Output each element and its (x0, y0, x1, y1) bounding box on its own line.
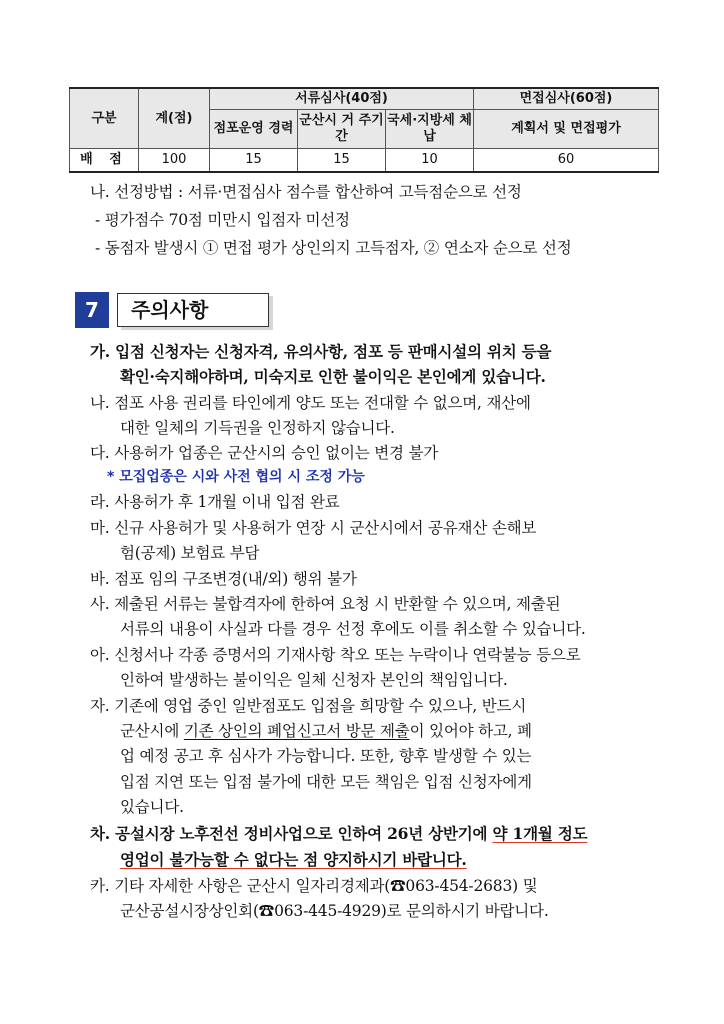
item-ma-line-1: 마. 신규 사용허가 및 사용허가 연장 시 군산시에서 공유재산 손해보 (90, 519, 537, 537)
item-ga-line-2: 확인·숙지해야하며, 미숙지로 인한 불이익은 본인에게 있습니다. (120, 367, 546, 386)
col-total: 계(점) (139, 88, 210, 149)
col-category: 구분 (70, 88, 139, 149)
item-sa-line-2: 서류의 내용이 사실과 다를 경우 선정 후에도 이를 취소할 수 있습니다. (120, 620, 586, 638)
item-ka-line-1: 카. 기타 자세한 사항은 군산시 일자리경제과(☎063-454-2683) 및 (90, 877, 538, 895)
item-cha-line-1a: 차. 공설시장 노후전선 정비사업으로 인하여 26년 상반기에 (90, 824, 493, 843)
item-ra-line-1: 라. 사용허가 후 1개월 이내 입점 완료 (90, 493, 340, 511)
row-total: 100 (139, 149, 210, 173)
section-title: 주의사항 (131, 298, 209, 322)
sub-tax-arrears: 국세·지방세 체납 (386, 110, 474, 149)
item-cha-underlined: 약 1개월 정도 (492, 824, 588, 843)
item-ja-line-4: 입점 지연 또는 입점 불가에 대한 모든 책임은 입점 신청자에게 (120, 773, 532, 791)
item-ja-underlined: 기존 상인의 폐업신고서 방문 제출 (183, 722, 410, 740)
row-tax: 10 (386, 149, 474, 173)
item-cha-line-2: 영업이 불가능할 수 없다는 점 양지하시기 바랍니다. (120, 850, 467, 869)
item-ja-line-5: 있습니다. (120, 798, 184, 816)
item-ma-line-2: 험(공제) 보험료 부담 (120, 544, 260, 562)
item-ja-line-2a: 군산시에 (120, 722, 184, 740)
item-ka-line-2: 군산공설시장상인회(☎063-445-4929)로 문의하시기 바랍니다. (120, 902, 549, 920)
item-ja-line-2c: 이 있어야 하고, 폐 (409, 722, 532, 740)
group-interview-review: 면접심사(60점) (474, 88, 659, 110)
row-label: 배 점 (70, 149, 139, 173)
item-a-line-2: 인하여 발생하는 불이익은 일체 신청자 본인의 책임입니다. (120, 671, 508, 689)
row-plan: 60 (474, 149, 659, 173)
item-na-line-1: 나. 점포 사용 권리를 타인에게 양도 또는 전대할 수 없으며, 재산에 (90, 394, 531, 412)
item-ja-line-1: 자. 기존에 영업 중인 일반점포도 입점을 희망할 수 있으나, 반드시 (90, 697, 527, 715)
selection-bullet-1: - 평가점수 70점 미만시 입점자 미선정 (95, 211, 350, 229)
item-sa-line-1: 사. 제출된 서류는 불합격자에 한하여 요청 시 반환할 수 있으며, 제출된 (90, 595, 561, 613)
row-residence: 15 (298, 149, 386, 173)
row-store: 15 (210, 149, 298, 173)
item-a-line-1: 아. 신청서나 각종 증명서의 기재사항 착오 또는 누락이나 연락불능 등으로 (90, 646, 581, 664)
item-ga-line-1: 가. 입점 신청자는 신청자격, 유의사항, 점포 등 판매시설의 위치 등을 (90, 342, 552, 361)
item-da-line-1: 다. 사용허가 업종은 군산시의 승인 없이는 변경 불가 (90, 444, 439, 462)
sub-store-experience: 점포운영 경력 (210, 110, 298, 149)
section-heading (75, 292, 285, 328)
selection-method: 나. 선정방법 : 서류·면접심사 점수를 합산하여 고득점순으로 선정 (90, 183, 522, 201)
item-cha-line-1 (90, 822, 587, 844)
sub-residence-period: 군산시 거 주기간 (298, 110, 386, 149)
selection-bullet-2: - 동점자 발생시 ① 면접 평가 상인의지 고득점자, ② 연소자 순으로 선정 (95, 239, 572, 257)
item-ba-line-1: 바. 점포 임의 구조변경(내/외) 행위 불가 (90, 570, 357, 588)
group-document-review: 서류심사(40점) (210, 88, 474, 110)
sub-plan-interview: 계획서 및 면접평가 (474, 110, 659, 149)
item-da-note: * 모집업종은 시와 사전 협의 시 조정 가능 (107, 469, 365, 485)
score-table (69, 87, 659, 173)
item-ja-line-3: 업 예정 공고 후 심사가 가능합니다. 또한, 향후 발생할 수 있는 (120, 747, 532, 765)
section-number: 7 (75, 292, 109, 328)
item-ja-line-2 (120, 719, 532, 741)
item-na-line-2: 대한 일체의 기득권을 인정하지 않습니다. (120, 419, 395, 437)
